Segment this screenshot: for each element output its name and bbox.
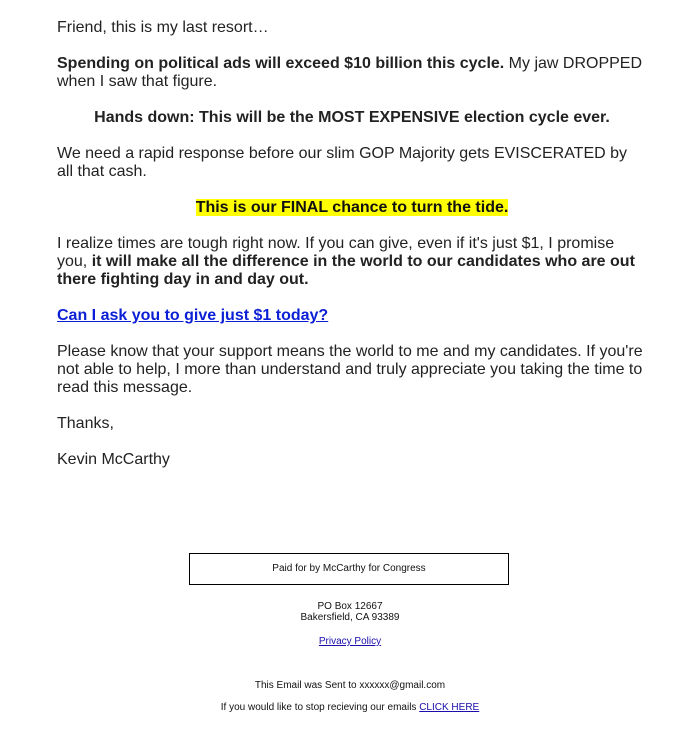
- mailing-address: [0, 601, 700, 623]
- donate-link[interactable]: Can I ask you to give just $1 today?: [57, 307, 329, 324]
- address-line-1: PO Box 12667: [317, 601, 383, 612]
- final-chance-highlight: This is our FINAL chance to turn the tide.: [195, 199, 509, 216]
- cta-line: [57, 307, 647, 325]
- unsubscribe-link[interactable]: CLICK HERE: [419, 702, 480, 713]
- ad-spending-rest: My jaw DROPPED when I saw that figure.: [57, 55, 643, 90]
- email-body: [57, 19, 647, 487]
- expensive-cycle-heading: Hands down: This will be the MOST EXPENSIVE election cycle ever.: [94, 109, 610, 126]
- give-bold: it will make all the difference in the world to our candidates who are out there fighting day in and day out.: [57, 253, 635, 288]
- unsubscribe-line: [0, 702, 700, 713]
- address-line-2: Bakersfield, CA 93389: [300, 612, 400, 623]
- paragraph-ad-spending: [57, 55, 647, 91]
- privacy-policy-link[interactable]: Privacy Policy: [318, 636, 382, 647]
- privacy-line: [0, 636, 700, 647]
- give-text: I realize times are tough right now. If you can give, even if it's just $1, I promise you,: [57, 235, 615, 270]
- unsubscribe-prefix: If you would like to stop recieving our emails: [220, 702, 420, 713]
- sent-to-line: [0, 680, 700, 691]
- paragraph-give: [57, 235, 647, 289]
- sign-off: Thanks,: [57, 415, 114, 432]
- signature: Kevin McCarthy: [57, 451, 170, 468]
- paragraph-rapid-response: We need a rapid response before our slim GOP Majority gets EVISCERATED by all that cash.: [57, 145, 628, 180]
- paid-for-disclaimer: Paid for by McCarthy for Congress: [189, 553, 509, 585]
- paragraph-support: Please know that your support means the world to me and my candidates. If you're not able to help, I more than understand and truly appreciate you taking the time to read this message.: [57, 343, 643, 396]
- sent-to-prefix: This Email was Sent to: [254, 680, 360, 691]
- greeting: Friend, this is my last resort…: [57, 19, 269, 36]
- ad-spending-bold: Spending on political ads will exceed $10 billion this cycle.: [57, 55, 505, 72]
- final-chance-line: [57, 199, 647, 217]
- recipient-email: xxxxxx@gmail.com: [359, 680, 446, 691]
